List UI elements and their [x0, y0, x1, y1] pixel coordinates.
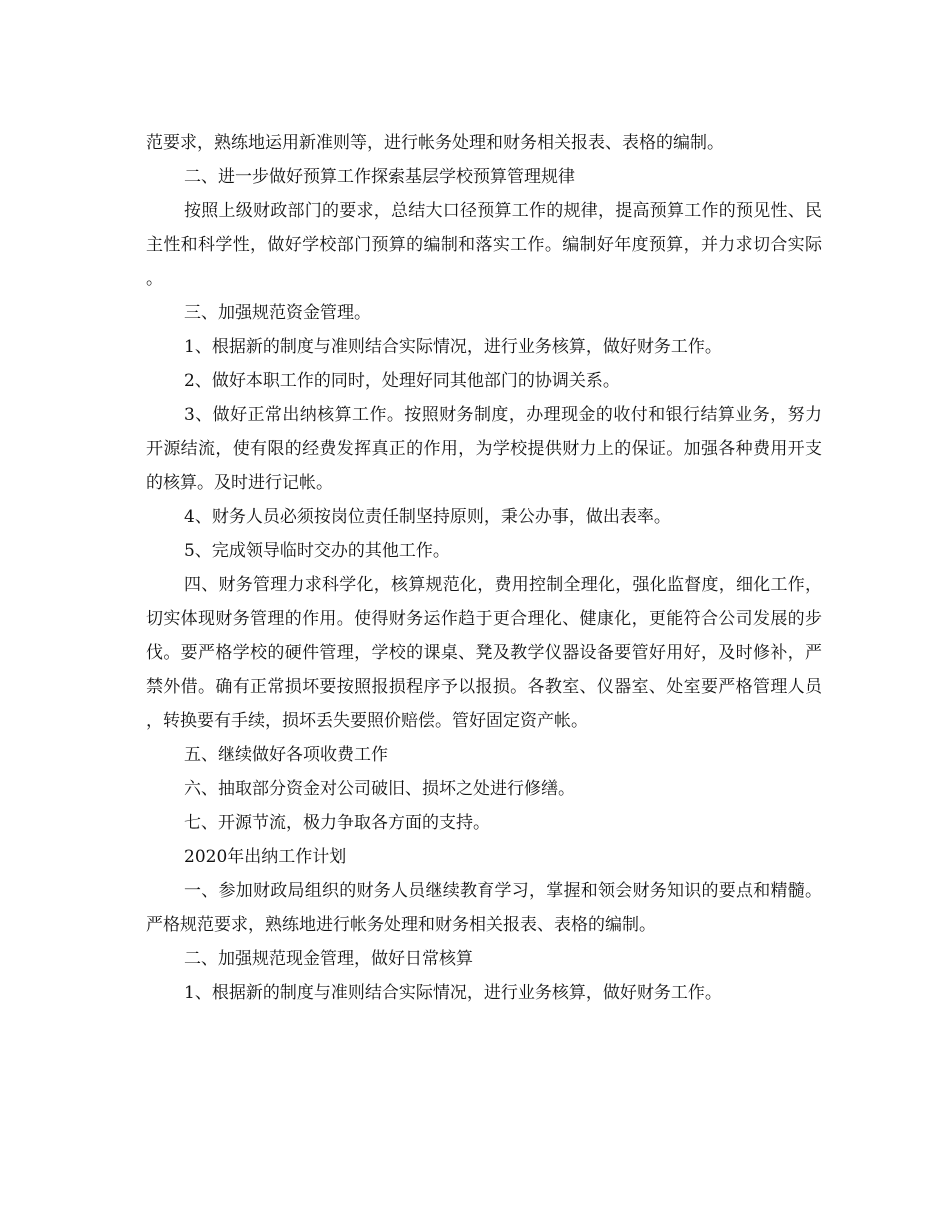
section-paragraph-4: 四、财务管理力求科学化，核算规范化，费用控制全理化，强化监督度，细化工作，切实体现财务管理的作用。使得财务运作趋于更合理化、健康化，更能符合公司发展的步伐。要严格学校的硬件管理，学校的课桌、凳及教学仪器设备要管好用好，及时修补，严禁外借。确有正常损坏要按照报损程序予以报损。各教室、仪器室、处室要严格管理人员，转换要有手续，损坏丢失要照价赔偿。管好固定资产帐。	[146, 575, 822, 731]
list-item-3: 3、做好正常出纳核算工作。按照财务制度，办理现金的收付和银行结算业务，努力开源结流，使有限的经费发挥真正的作用，为学校提供财力上的保证。加强各种费用开支的核算。及时进行记帐。	[146, 405, 822, 493]
section-paragraph-1b: 一、参加财政局组织的财务人员继续教育学习，掌握和领会财务知识的要点和精髓。严格规范要求，熟练地进行帐务处理和财务相关报表、表格的编制。	[146, 881, 822, 935]
list-item-1b: 1、根据新的制度与准则结合实际情况，进行业务核算，做好财务工作。	[184, 983, 722, 1003]
section-heading-2b: 二、加强规范现金管理，做好日常核算	[184, 949, 473, 969]
section-heading-5: 五、继续做好各项收费工作	[184, 745, 388, 765]
document-body	[146, 126, 822, 1010]
list-item-5: 5、完成领导临时交办的其他工作。	[184, 541, 450, 561]
section-heading-3: 三、加强规范资金管理。	[184, 303, 371, 323]
section-heading-6: 六、抽取部分资金对公司破旧、损坏之处进行修缮。	[184, 779, 575, 799]
list-item-1: 1、根据新的制度与准则结合实际情况，进行业务核算，做好财务工作。	[184, 337, 722, 357]
document-subtitle: 2020年出纳工作计划	[184, 847, 347, 867]
section-heading-2: 二、进一步做好预算工作探索基层学校预算管理规律	[184, 167, 575, 187]
list-item-4: 4、财务人员必须按岗位责任制坚持原则，秉公办事，做出表率。	[184, 507, 671, 527]
section-heading-7: 七、开源节流，极力争取各方面的支持。	[184, 813, 490, 833]
list-item-2: 2、做好本职工作的同时，处理好同其他部门的协调关系。	[184, 371, 620, 391]
paragraph-1: 范要求，熟练地运用新准则等，进行帐务处理和财务相关报表、表格的编制。	[146, 133, 724, 153]
paragraph-3: 按照上级财政部门的要求，总结大口径预算工作的规律，提高预算工作的预见性、民主性和科学性，做好学校部门预算的编制和落实工作。编制好年度预算，并力求切合实际。	[146, 201, 822, 289]
